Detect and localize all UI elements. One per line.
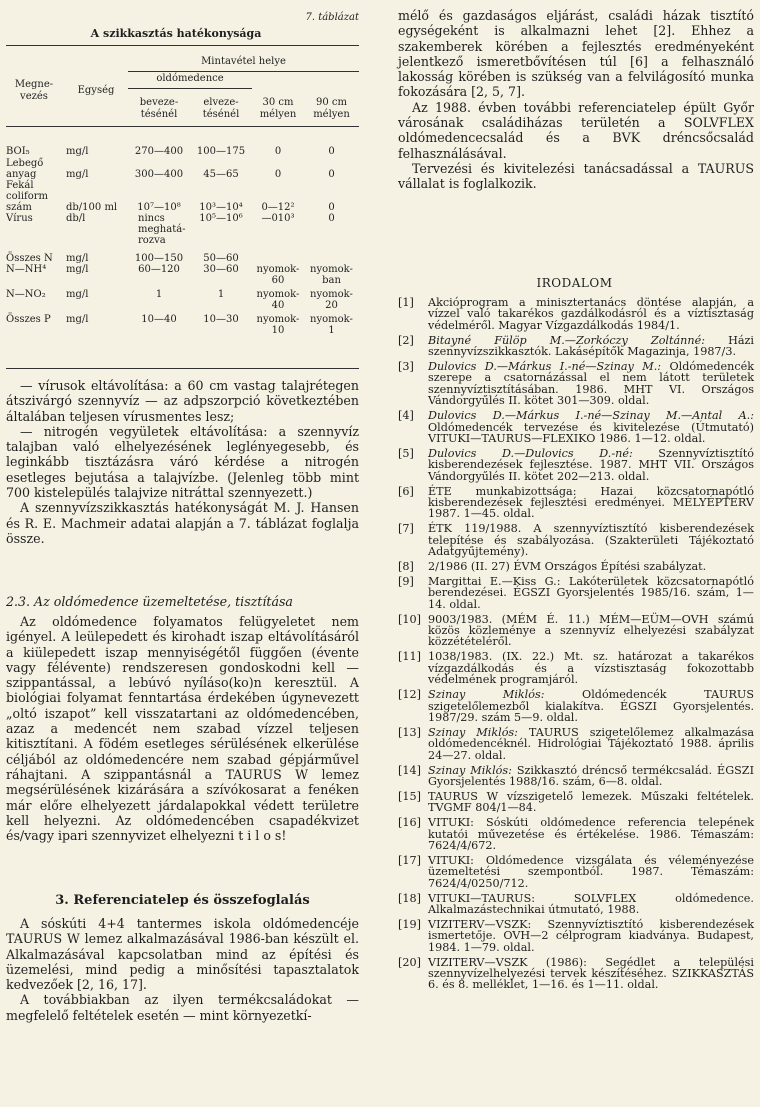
reference-item <box>398 727 754 761</box>
reference-text: Oldómedencék TAURUS szigetelőlemezből kialakítva. ÉGSZI Gyorsjelentés. 1987/29. szám 5—9. oldal. <box>428 688 754 724</box>
left-paragraphs-b <box>6 614 359 843</box>
paragraph: A továbbiakban az ilyen termékcsaládokat — megfelelő feltételek esetén — mint környezetkí- <box>6 992 359 1023</box>
paragraph: — nitrogén vegyületek eltávolítása: a szennyvíz talajban való elhelyezésének leglényegesebb, és leginkább tisztázásra váró kérdése a nitrogén esetleges bejutása a talajvízbe. (Jelenleg több mint 700 kistelepülés talajvize nitráttal szennyezett.) <box>6 423 359 501</box>
table-bottom-rule <box>6 368 359 369</box>
reference-text: 1038/1983. (IX. 22.) Mt. sz. határozat a takarékos vízgazdálkodás és a vízstisztaság fokozottabb védelmének programjáról. <box>428 650 754 687</box>
reference-authors: Szinay Miklós: <box>428 763 512 777</box>
reference-text: 9003/1983. (MÉM É. 11.) MÉM—EÜM—OVH számú közös közleménye a szennyvíz elhelyezési szabályzat közzétételéről. <box>428 612 754 649</box>
references-list <box>398 297 754 994</box>
reference-item <box>398 297 754 331</box>
reference-number: [2] <box>398 333 414 347</box>
header-depth30: 30 cm mélyen <box>259 97 297 120</box>
reference-item <box>398 765 754 788</box>
table-row: BOI₅ mg/l 270—400 100—175 0 0 <box>6 146 335 157</box>
paragraph: Az 1988. évben további referenciatelep épült Győr városának családiházas területén a SOLVFLEX oldómedencecsalád és a BVK dréncsőcsalád felhasználásával. <box>398 99 754 161</box>
table-row: Lebegő anyag mg/l 300—400 45—65 0 0 <box>6 158 335 180</box>
header-inflow: beveze- tésénél <box>139 97 179 120</box>
reference-number: [1] <box>398 296 414 309</box>
reference-number: [3] <box>398 360 414 374</box>
reference-authors: Dulovics D.—Dulovics D.-né: <box>428 446 633 460</box>
table-row: N—NO₂ mg/l 1 1 nyomok- 40 nyomok- 20 <box>6 289 353 311</box>
paragraph: Tervezési és kivitelezési tanácsadással a TAURUS vállalat is foglalkozik. <box>398 160 754 192</box>
reference-text: VIZITERV—VSZK (1986): Segédlet a települési szennyvízelhelyezési tervek készítéséhez. SZIKKASZTÁS 6. és 8. melléklet, 1—16. és 1—11. oldal. <box>428 955 754 992</box>
reference-item <box>398 361 754 407</box>
reference-text: Oldómedencék szerepe a csatornázással el nem látott területek szennyvíztisztításában. 1986. MHT VI. Országos Vándorgyűlés II. kötet 301—309. oldal. <box>428 360 754 408</box>
reference-text: VITUKI: Oldómedence vizsgálata és véleményezése üzemeltetési szempontból. 1987. Témaszám: 7624/4/0250/712. <box>428 853 754 890</box>
header-chamber: oldómedence <box>156 73 224 84</box>
reference-number: [11] <box>398 650 421 664</box>
reference-number: [10] <box>398 612 421 626</box>
reference-item <box>398 561 754 572</box>
reference-text: TAURUS szigetelőlemez alkalmazása oldómedencéknél. Hidrológiai Tájékoztató 1988. április 24—27. oldal. <box>428 725 754 762</box>
reference-text: Margittai E.—Kiss G.: Lakóterületek közcsatornapótló berendezései. ÉGSZI Gyorsjelentés 1985/16. szám, 1—14. oldal. <box>428 574 754 611</box>
paragraph: A szennyvízszikkasztás hatékonyságát M. J. Hansen és R. E. Machmeir adatai alapján a 7. táblázat foglalja össze. <box>6 500 359 546</box>
table-row: Összes P mg/l 10—40 10—30 nyomok- 10 nyomok- 1 <box>6 314 353 336</box>
table-title: A szikkasztás hatékonysága <box>90 27 262 40</box>
reference-number: [20] <box>398 955 421 969</box>
table-body <box>6 146 359 339</box>
reference-number: [4] <box>398 409 414 423</box>
reference-item <box>398 576 754 610</box>
reference-number: [5] <box>398 446 414 460</box>
references-heading: IRODALOM <box>536 276 613 290</box>
left-paragraphs-c <box>6 916 359 1023</box>
reference-text: ÉTE munkabizottsága: Hazai közcsatornapótló kisberendezések fejlesztési eredményei. MÉLYÉPTERV 1987. 1—45. oldal. <box>428 484 754 521</box>
reference-number: [14] <box>398 763 421 777</box>
paragraph: mélő és gazdaságos eljárást, családi házak tisztító egységeként is alkalmazni lehet [2]. Ehhez a szakemberek körében a fejlesztés eredményeként jelentkező ismeretbővítésen túl [6] a felhasználó lakosság körében is szükség van a felvilágosító munka fokozására [2, 5, 7]. <box>398 8 754 100</box>
reference-text: TAURUS W vízszigetelő lemezek. Műszaki feltételek. TVGMF 804/1—84. <box>428 789 754 815</box>
left-paragraphs-a <box>6 378 359 546</box>
header-unit: Egység <box>77 85 115 96</box>
reference-number: [19] <box>398 917 421 931</box>
reference-item <box>398 855 754 889</box>
paragraph: A sóskúti 4+4 tantermes iskola oldómedencéje TAURUS W lemez alkalmazásával 1986-ban készült el. Alkalmazásával kapcsolatban mind az építési és üzemelési, mind pedig a minősítési tapasztalatok kedvezőek [2, 16, 17]. <box>6 916 359 993</box>
reference-item <box>398 651 754 685</box>
reference-authors: Szinay Miklós: <box>428 688 545 702</box>
reference-number: [6] <box>398 484 414 498</box>
reference-text: VITUKI—TAURUS: SOLVFLEX oldómedence. Alkalmazástechnikai útmutató, 1988. <box>428 891 754 916</box>
table-number: 7. táblázat <box>305 12 359 23</box>
reference-number: [7] <box>398 522 414 536</box>
reference-number: [9] <box>398 574 414 588</box>
reference-number: [17] <box>398 853 421 867</box>
reference-authors: Dulovics D.—Márkus I.-né—Szinay M.—Antal A.: <box>428 409 754 423</box>
reference-item <box>398 817 754 851</box>
reference-text: ÉTK 119/1988. A szennyvíztisztító kisberendezések telepítése és szabályozása. (Szakterületi Tájékoztató Adatgyűjtemény). <box>428 522 754 559</box>
reference-item <box>398 614 754 648</box>
reference-item <box>398 448 754 482</box>
table-row: Fekál coliform szám db/100 ml 10⁷—10⁸ 10³—10⁴ 0—12² 0 <box>6 180 335 213</box>
section-heading-3: 3. Referenciatelep és összefoglalás <box>55 893 310 908</box>
reference-number: [15] <box>398 789 421 803</box>
table-row: Összes N mg/l 100—150 50—60 <box>6 253 239 264</box>
reference-text: Szennyvíztisztító kisberendezések fejlesztése. 1987. MHT VII. Országos Vándorgyűlés II. kötet 202—213. oldal. <box>428 446 754 483</box>
reference-authors: Szinay Miklós: <box>428 725 518 739</box>
reference-text: Akcióprogram a minisztertanács döntése alapján, a vízzel való takarékos gazdálkodásról és a víztisztaság védelméről. Magyar Vízgazdálkodás 1984/1. <box>428 296 754 332</box>
reference-item <box>398 689 754 723</box>
reference-item <box>398 335 754 358</box>
reference-item <box>398 957 754 991</box>
reference-number: [8] <box>398 560 414 574</box>
header-sampling: Mintavétel helye <box>201 56 286 67</box>
reference-number: [13] <box>398 725 421 739</box>
right-paragraphs <box>398 8 754 192</box>
reference-authors: Dulovics D.—Márkus I.-né—Szinay M.: <box>428 360 662 374</box>
reference-number: [18] <box>398 891 421 905</box>
reference-item <box>398 410 754 444</box>
reference-text: Házi szennyvízszikkasztók. Lakásépítők Magazinja, 1987/3. <box>428 333 754 359</box>
reference-item <box>398 523 754 557</box>
table-header <box>6 45 359 133</box>
paragraph: — vírusok eltávolítása: a 60 cm vastag talajrétegen átszivárgó szennyvíz — az adpszorpció következtében általában teljesen vírusmentes lesz; <box>6 378 359 424</box>
section-heading-2-3: 2.3. Az oldómedence üzemeltetése, tisztítása <box>6 594 293 609</box>
reference-item <box>398 893 754 916</box>
reference-number: [12] <box>398 688 421 702</box>
table-row: N—NH⁴ mg/l 60—120 30—60 nyomok- 60 nyomok- ban <box>6 264 353 286</box>
reference-item <box>398 791 754 814</box>
reference-text: VITUKI: Sóskúti oldómedence referencia telepének kutatói művezetése és értékelése. 1986. Témaszám: 7624/4/672. <box>428 816 754 852</box>
reference-number: [16] <box>398 816 421 830</box>
reference-text: 2/1986 (II. 27) ÉVM Országos Építési szabályzat. <box>428 560 707 574</box>
reference-text: Szikkasztó dréncső termékcsalád. ÉGSZI Gyorsjelentés 1988/16. szám, 6—8. oldal. <box>428 763 755 788</box>
paragraph: Az oldómedence folyamatos felügyeletet nem igényel. A leülepedett és kirohadt iszap eltávolításáról a kiülepedett iszap mennyiségétől függően (évente vagy félévente) rendszeresen gondoskodni kell — szippantással, a lebúvó nyíláso(ko)n keresztül. A biológiai folyamat fenntartása érdekében úgynevezett „oltó iszapot” kell visszatartani az oldómedencében, azaz a medencét nem szabad vízzel teljesen kitisztítani. A födém esetleges sérülésének elkerülése céljából az oldómedencére nem szabad gépjárművel ráhajtani. A szippantásnál a TAURUS W lemez megsérülésének kizárására a szívókosarat a fenéken már előre elhelyezett járdalapokkal védett területre kell helyezni. Az oldómedencében csapadékvizet és/vagy ipari szennyvizet elhelyezni t i l o s! <box>6 614 359 844</box>
header-param: Megne- vezés <box>14 79 54 102</box>
reference-item <box>398 919 754 953</box>
header-depth90: 90 cm mélyen <box>313 97 350 120</box>
header-outflow: elveze- tésénél <box>202 97 240 120</box>
reference-authors: Bitayné Fülöp M.—Zorkóczy Zoltánné: <box>428 333 705 347</box>
table-row: Vírus db/l nincs meghatá- rozva 10⁵—10⁶ —010³ 0 <box>6 213 335 246</box>
reference-text: Oldómedencék tervezése és kivitelezése (Útmutató) VITUKI—TAURUS—FLEXIKO 1986. 1—12. oldal. <box>428 420 754 445</box>
reference-text: VIZITERV—VSZK: Szennyvíztisztító kisberendezések ismertetője. OVH—2 célprogram kiadványa. Budapest, 1984. 1—79. oldal. <box>428 917 754 954</box>
reference-item <box>398 486 754 520</box>
